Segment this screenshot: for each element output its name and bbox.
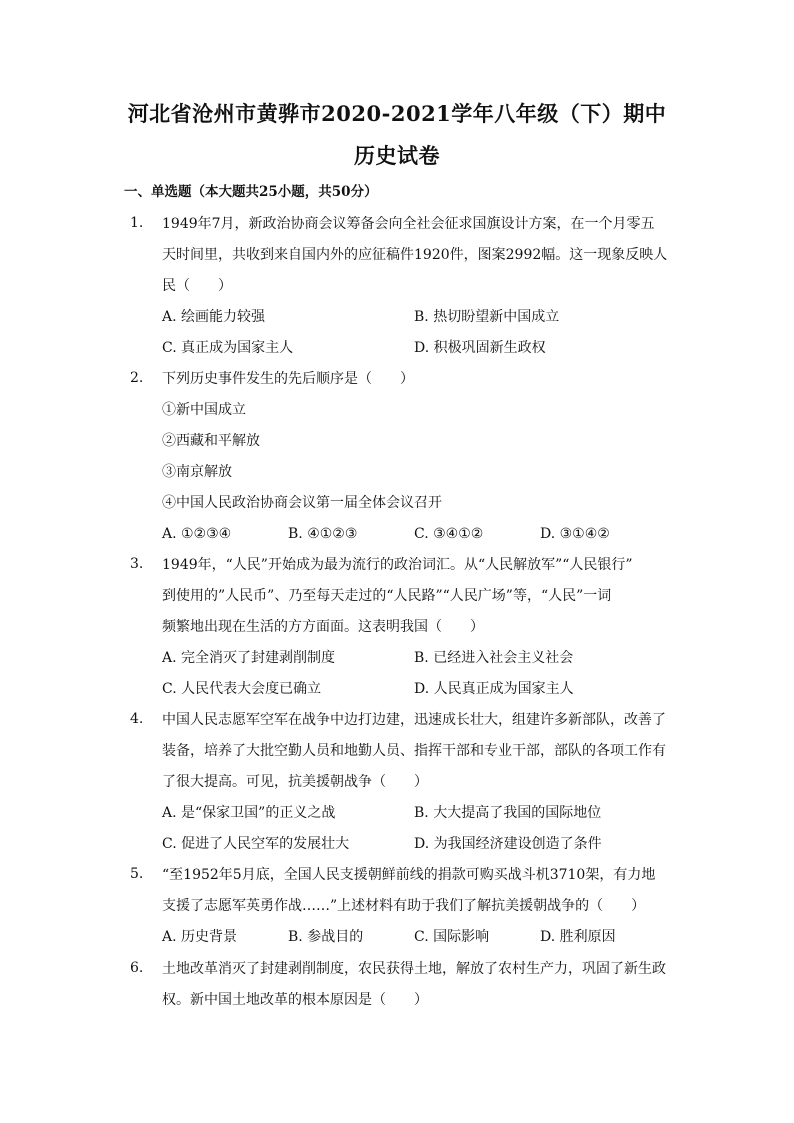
option-a: A. 是“保家卫国”的正义之战 (162, 805, 336, 821)
question-2 (130, 364, 690, 550)
option-d: D. 人民真正成为国家主人 (414, 681, 574, 697)
question-text-line: ①新中国成立 (162, 402, 246, 418)
option-a: A. 绘画能力较强 (162, 309, 266, 325)
question-number: 2. (130, 370, 144, 386)
question-text-line: 支援了志愿军英勇作战……”上述材料有助于我们了解抗美援朝战争的（ ） (162, 898, 646, 914)
section-heading: 一、单选题（本大题共25小题，共50分） (124, 184, 378, 200)
question-text-line: 天时间里，共收到来自国内外的应征稿件1920件，图案2992幅。这一现象反映人 (162, 247, 668, 263)
question-text-line: 到使用的”人民币”、乃至每天走过的“人民路”“人民广场”等，“人民”一词 (162, 588, 612, 604)
option-c: C. 真正成为国家主人 (162, 340, 294, 356)
question-number: 1. (130, 215, 144, 231)
question-text-line: 下列历史事件发生的先后顺序是（ ） (162, 371, 414, 387)
question-text-line: ②西藏和平解放 (162, 433, 260, 449)
option-a: A. ①②③④ (162, 526, 232, 542)
question-4 (130, 705, 690, 860)
question-text-line: 中国人民志愿军空军在战争中边打边建，迅速成长壮大，组建许多新部队，改善了 (162, 712, 666, 728)
question-text-line: “至1952年5月底，全国人民支援朝鲜前线的捐款可购买战斗机3710架，有力地 (162, 867, 656, 883)
option-d: D. 为我国经济建设创造了条件 (414, 836, 602, 852)
option-c: C. 国际影响 (414, 929, 490, 945)
question-number: 6. (130, 960, 144, 976)
question-number: 4. (130, 711, 144, 727)
question-text-line: ③南京解放 (162, 464, 232, 480)
option-b: B. 参战目的 (288, 929, 364, 945)
option-d: D. 胜利原因 (540, 929, 616, 945)
option-b: B. 热切盼望新中国成立 (414, 309, 560, 325)
question-3 (130, 550, 690, 705)
option-d: D. 积极巩固新生政权 (414, 340, 546, 356)
question-text-line: 权。新中国土地改革的根本原因是（ ） (162, 992, 428, 1008)
question-number: 5. (130, 866, 144, 882)
option-b: B. 已经进入社会主义社会 (414, 650, 574, 666)
question-text-line: 装备，培养了大批空勤人员和地勤人员、指挥干部和专业干部，部队的各项工作有 (162, 743, 666, 759)
question-5 (130, 860, 690, 953)
option-b: B. 大大提高了我国的国际地位 (414, 805, 602, 821)
question-text-line: 频繁地出现在生活的方方面面。这表明我国（ ） (162, 619, 484, 635)
question-text-line: 1949年7月，新政治协商会议筹备会向全社会征求国旗设计方案，在一个月零五 (162, 216, 655, 232)
question-text-line: 土地改革消灭了封建剥削制度，农民获得土地，解放了农村生产力，巩固了新生政 (162, 961, 666, 977)
exam-title-line2: 历史试卷 (354, 143, 440, 168)
option-d: D. ③①④② (540, 526, 610, 542)
question-6 (130, 954, 690, 1016)
option-c: C. ③④①② (414, 526, 484, 542)
option-a: A. 历史背景 (162, 929, 238, 945)
option-c: C. 人民代表大会度已确立 (162, 681, 322, 697)
option-c: C. 促进了人民空军的发展壮大 (162, 836, 350, 852)
option-a: A. 完全消灭了封建剥削制度 (162, 650, 336, 666)
question-text-line: ④中国人民政治协商会议第一届全体会议召开 (162, 495, 442, 511)
question-text-line: 民（ ） (162, 278, 232, 294)
exam-title-line1: 河北省沧州市黄骅市2020-2021学年八年级（下）期中 (127, 101, 667, 126)
question-text-line: 了很大提高。可见，抗美援朝战争（ ） (162, 774, 428, 790)
question-number: 3. (130, 556, 144, 572)
question-text-line: 1949年，“人民”开始成为最为流行的政治词汇。从“人民解放军”“人民银行” (162, 557, 633, 573)
question-1 (130, 209, 690, 364)
option-b: B. ④①②③ (288, 526, 358, 542)
